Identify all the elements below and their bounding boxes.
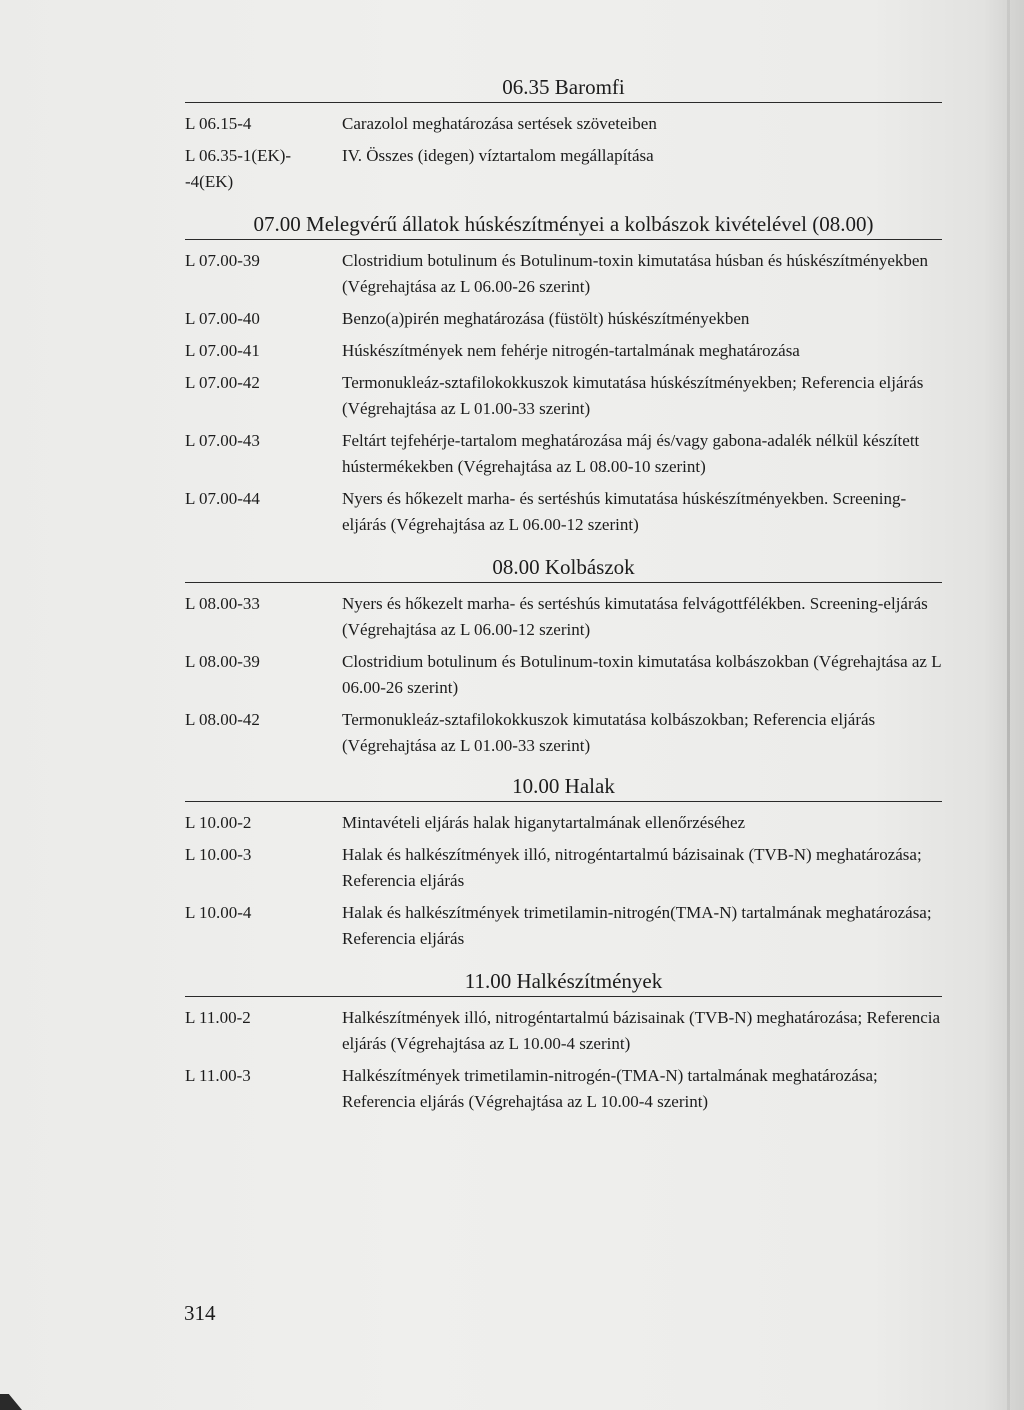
entry-code: L 07.00-39 xyxy=(185,251,260,270)
entry-description: Mintavételi eljárás halak higanytartalmának ellenőrzéséhez xyxy=(342,813,746,832)
entry-description: Clostridium botulinum és Botulinum-toxin kimutatása húsban és húskészítményekben (Végrehajtása az L 06.00-26 szerint) xyxy=(342,251,928,296)
entry-code: L 11.00-2 xyxy=(185,1008,251,1027)
entry-description: Carazolol meghatározása sertések szöveteiben xyxy=(342,114,657,133)
entry-description: Halak és halkészítmények trimetilamin-nitrogén(TMA-N) tartalmának meghatározása; Referencia eljárás xyxy=(342,903,932,948)
page-content xyxy=(185,74,942,1121)
scan-corner-mark xyxy=(0,1394,22,1410)
entry-row xyxy=(185,486,942,538)
entry-code: L 10.00-2 xyxy=(185,813,252,832)
entry-description: Halkészítmények trimetilamin-nitrogén-(TMA-N) tartalmának meghatározása; Referencia eljárás (Végrehajtása az L 10.00-4 szerint) xyxy=(342,1066,878,1111)
entry-description: Benzo(a)pirén meghatározása (füstölt) húskészítményekben xyxy=(342,309,750,328)
entry-description: Feltárt tejfehérje-tartalom meghatározása máj és/vagy gabona-adalék nélkül készített hústermékekben (Végrehajtása az L 08.00-10 szerint) xyxy=(342,431,920,476)
entry-code: L 07.00-43 xyxy=(185,431,260,450)
entry-row xyxy=(185,370,942,422)
section-title-06-35: 06.35 Baromfi xyxy=(185,74,942,103)
entry-row xyxy=(185,1063,942,1115)
entry-description: Húskészítmények nem fehérje nitrogén-tartalmának meghatározása xyxy=(342,341,800,360)
entry-description: Halkészítmények illó, nitrogéntartalmú bázisainak (TVB-N) meghatározása; Referencia eljárás (Végrehajtása az L 10.00-4 szerint) xyxy=(342,1008,941,1053)
entry-row xyxy=(185,810,942,836)
entry-code: L 07.00-44 xyxy=(185,489,260,508)
entry-description: Nyers és hőkezelt marha- és sertéshús kimutatása felvágottfélékben. Screening-eljárás (Végrehajtása az L 06.00-12 szerint) xyxy=(342,594,928,639)
section-title-10-00: 10.00 Halak xyxy=(185,773,942,802)
entry-code: L 07.00-40 xyxy=(185,309,260,328)
entry-code: L 08.00-42 xyxy=(185,710,260,729)
entry-row xyxy=(185,591,942,643)
entry-row xyxy=(185,1005,942,1057)
entry-code: L 08.00-39 xyxy=(185,652,260,671)
entry-row xyxy=(185,900,942,952)
entry-code: L 10.00-3 xyxy=(185,845,252,864)
entry-row xyxy=(185,649,942,701)
entry-row xyxy=(185,143,942,195)
entry-description: IV. Összes (idegen) víztartalom megállapítása xyxy=(342,146,654,165)
entry-code: L 11.00-3 xyxy=(185,1066,251,1085)
entry-code: L 10.00-4 xyxy=(185,903,252,922)
entry-description: Termonukleáz-sztafilokokkuszok kimutatása húskészítményekben; Referencia eljárás (Végrehajtása az L 01.00-33 szerint) xyxy=(342,373,924,418)
entry-code: L 07.00-41 xyxy=(185,341,260,360)
entry-row xyxy=(185,111,942,137)
section-title-08-00: 08.00 Kolbászok xyxy=(185,554,942,583)
entry-row xyxy=(185,248,942,300)
entry-row xyxy=(185,842,942,894)
page-edge-shadow xyxy=(1007,0,1010,1410)
section-title-11-00: 11.00 Halkészítmények xyxy=(185,968,942,997)
entry-code: L 07.00-42 xyxy=(185,373,260,392)
entry-row xyxy=(185,707,942,759)
entry-description: Clostridium botulinum és Botulinum-toxin kimutatása kolbászokban (Végrehajtása az L 06.00-26 szerint) xyxy=(342,652,941,697)
entry-code: L 06.35-1(EK)- -4(EK) xyxy=(185,146,292,191)
page-number: 314 xyxy=(184,1301,216,1325)
entry-description: Termonukleáz-sztafilokokkuszok kimutatása kolbászokban; Referencia eljárás (Végrehajtása az L 01.00-33 szerint) xyxy=(342,710,876,755)
section-title-07-00: 07.00 Melegvérű állatok húskészítményei a kolbászok kivételével (08.00) xyxy=(185,211,942,240)
entry-row xyxy=(185,306,942,332)
entry-code: L 08.00-33 xyxy=(185,594,260,613)
entry-description: Nyers és hőkezelt marha- és sertéshús kimutatása húskészítményekben. Screening-eljárás (Végrehajtása az L 06.00-12 szerint) xyxy=(342,489,907,534)
entry-description: Halak és halkészítmények illó, nitrogéntartalmú bázisainak (TVB-N) meghatározása; Referencia eljárás xyxy=(342,845,922,890)
entry-code: L 06.15-4 xyxy=(185,114,252,133)
entry-row xyxy=(185,338,942,364)
entry-row xyxy=(185,428,942,480)
